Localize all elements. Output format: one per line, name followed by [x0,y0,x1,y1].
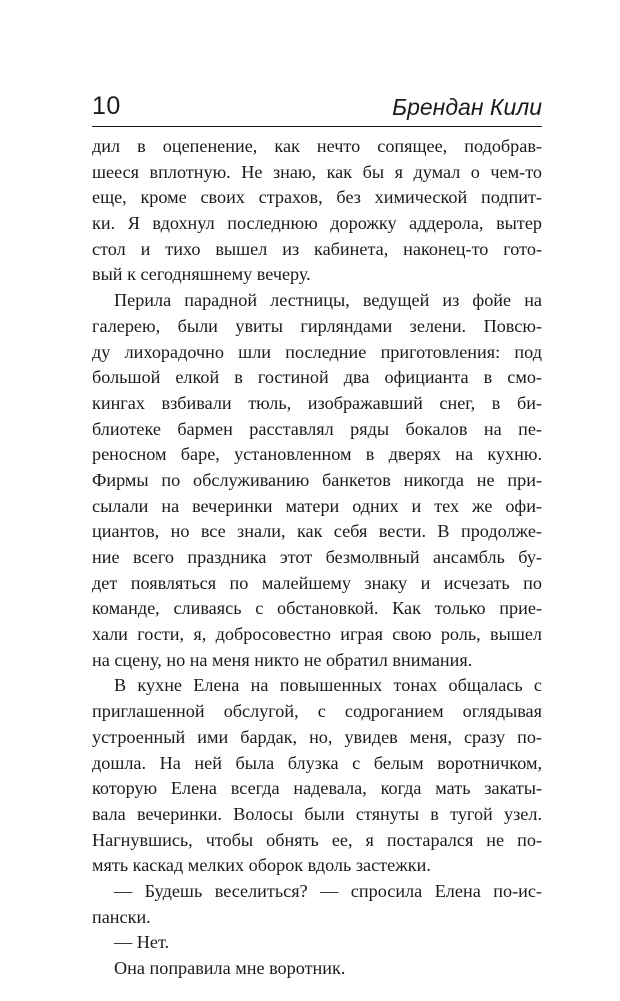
text-line: блиотеке бармен расставлял ряды бокалов на пе- [92,418,542,439]
text-line: галерею, были увиты гирляндами зелени. Повсю- [92,315,542,336]
text-line: хали гости, я, добросовестно играя свою роль, вышел [92,624,542,645]
text-line: вала вечеринки. Волосы были стянуты в тугой узел. [92,803,542,824]
text-line: ки. Я вдохнул последнюю дорожку аддерола, вытер [92,213,542,234]
text-line: кингах взбивали тюль, изображавший снег, в би- [92,392,542,413]
text-line: еще, кроме своих страхов, без химической подпит- [92,187,542,208]
text-line: реносном баре, установленном в дверях на кухню. [92,444,542,465]
paragraph [92,956,542,982]
page-header [92,86,542,127]
text-line: ду лихорадочно шли последние приготовления: под [92,341,542,362]
text-line: — Будешь веселиться? — спросила Елена по-ис- [114,880,542,901]
text-line: вый к сегодняшнему вечеру. [92,264,311,285]
text-line: — Нет. [114,932,170,953]
text-line: Фирмы по обслуживанию банкетов никогда не при- [92,469,542,490]
paragraph [92,879,542,930]
text-line: пански. [92,906,151,927]
text-line: стол и тихо вышел из кабинета, наконец-то гото- [92,238,542,259]
paragraph [92,930,542,956]
text-line: которую Елена всегда надевала, когда мать закаты- [92,778,542,799]
text-line: на сцену, но на меня никто не обратил внимания. [92,649,473,670]
text-line: циантов, но все знали, как себя вести. В продолже- [92,521,542,542]
text-line: В кухне Елена на повышенных тонах общалась с [114,675,542,696]
page-number: 10 [92,92,121,120]
text-line: приглашенной обслугой, с содроганием оглядывая [92,701,542,722]
text-line: мять каскад мелких оборок вдоль застежки. [92,855,431,876]
paragraph [92,134,542,288]
text-line: Нагнувшись, чтобы обнять ее, я постарался не по- [92,829,542,850]
text-line: дет появляться по малейшему знаку и исчезать по [92,572,542,593]
text-line: сылали на вечеринки матери одних и тех же офи- [92,495,542,516]
text-line: команде, сливаясь с обстановкой. Как только прие- [92,598,542,619]
text-line: дил в оцепенение, как нечто сопящее, подобрав- [92,136,542,156]
text-line: большой елкой в гостиной два официанта в смо- [92,367,542,388]
text-line: шееся вплотную. Не знаю, как бы я думал о чем-то [92,161,542,182]
text-line: дошла. На ней была блузка с белым воротничком, [92,752,542,773]
text-line: Она поправила мне воротник. [114,958,346,978]
text-line: ние всего праздника этот безмолвный ансамбль бу- [92,547,542,567]
running-head-author: Брендан Кили [392,94,542,120]
paragraph [92,288,542,673]
text-line: устроенный ими бардак, но, увидев меня, сразу по- [92,726,542,747]
body-text [92,134,542,982]
text-line: Перила парадной лестницы, ведущей из фойе на [114,290,542,311]
paragraph [92,673,542,879]
